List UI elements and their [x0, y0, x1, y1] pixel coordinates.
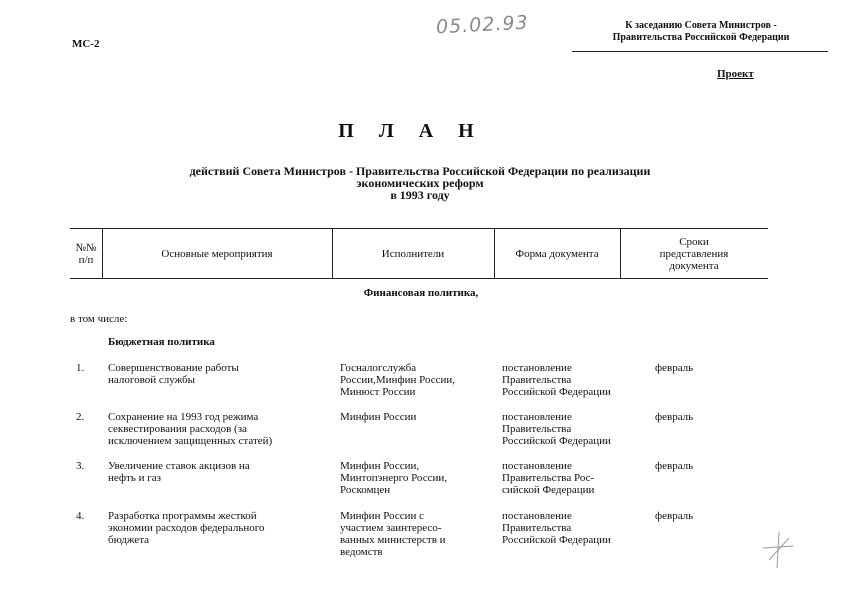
row-number: 2. [76, 411, 85, 423]
handwritten-date: 05.02.93 [435, 11, 530, 39]
row-executors: Минфин России с участием заинтересо- ванных министерств и ведомств [340, 510, 446, 558]
draft-label: Проект [717, 68, 754, 80]
row-number: 1. [76, 362, 85, 374]
column-header-number [70, 229, 102, 278]
column-header-executors: Исполнители [381, 247, 445, 260]
column-header-form: Форма документа [515, 247, 599, 260]
deadline-header-line-3: документа [669, 259, 719, 272]
row-executors: Минфин России, Минтопэнерго России, Роскомцен [340, 460, 447, 496]
row-measure: Совершенствование работы налоговой службы [108, 362, 239, 386]
row-deadline: февраль [655, 510, 694, 522]
column-header-measures: Основные мероприятия [161, 247, 273, 260]
page-title: П Л А Н [338, 120, 484, 142]
row-number: 4. [76, 510, 85, 522]
subtitle-line-2: экономических реформ [356, 176, 484, 190]
header-rule [572, 51, 828, 52]
row-measure: Разработка программы жесткой экономии расходов федерального бюджета [108, 510, 265, 546]
including-label: в том числе: [70, 313, 128, 325]
num-header-line-2: п/п [78, 253, 94, 266]
deadline-header-line-2: представления [659, 247, 729, 260]
table-header [70, 228, 768, 279]
column-header-deadline [620, 229, 768, 278]
row-measure: Увеличение ставок акцизов на нефть и газ [108, 460, 250, 484]
row-deadline: февраль [655, 460, 694, 472]
page-subtitle [100, 165, 740, 201]
row-executors: Госналогслужба России,Минфин России, Минюст России [340, 362, 456, 398]
row-deadline: февраль [655, 411, 694, 423]
meeting-line-2: Правительства Российской Федерации [612, 32, 790, 43]
row-executors: Минфин России [340, 411, 417, 423]
row-document-form: постановление Правительства Российской Федерации [502, 411, 611, 447]
deadline-header-line-1: Сроки [679, 235, 709, 248]
row-document-form: постановление Правительства Российской Федерации [502, 510, 611, 546]
section-title: Финансовая политика, [363, 287, 479, 299]
subtitle-line-1: действий Совета Министров - Правительства Российской Федерации по реализации [189, 164, 651, 178]
meeting-line-1: К заседанию Совета Министров - [625, 20, 777, 31]
row-deadline: февраль [655, 362, 694, 374]
subtitle-line-3: в 1993 году [390, 188, 450, 202]
document-code: МС-2 [72, 38, 100, 50]
num-header-line-1: №№ [75, 241, 97, 254]
subsection-title: Бюджетная политика [108, 336, 215, 348]
row-number: 3. [76, 460, 85, 472]
row-document-form: постановление Правительства Рос- сийской Федерации [502, 460, 595, 496]
meeting-header [575, 20, 827, 44]
row-document-form: постановление Правительства Российской Федерации [502, 362, 611, 398]
handwritten-mark [761, 530, 795, 570]
row-measure: Сохранение на 1993 год режима секвестирования расходов (за исключением защищенных статей) [108, 411, 273, 447]
